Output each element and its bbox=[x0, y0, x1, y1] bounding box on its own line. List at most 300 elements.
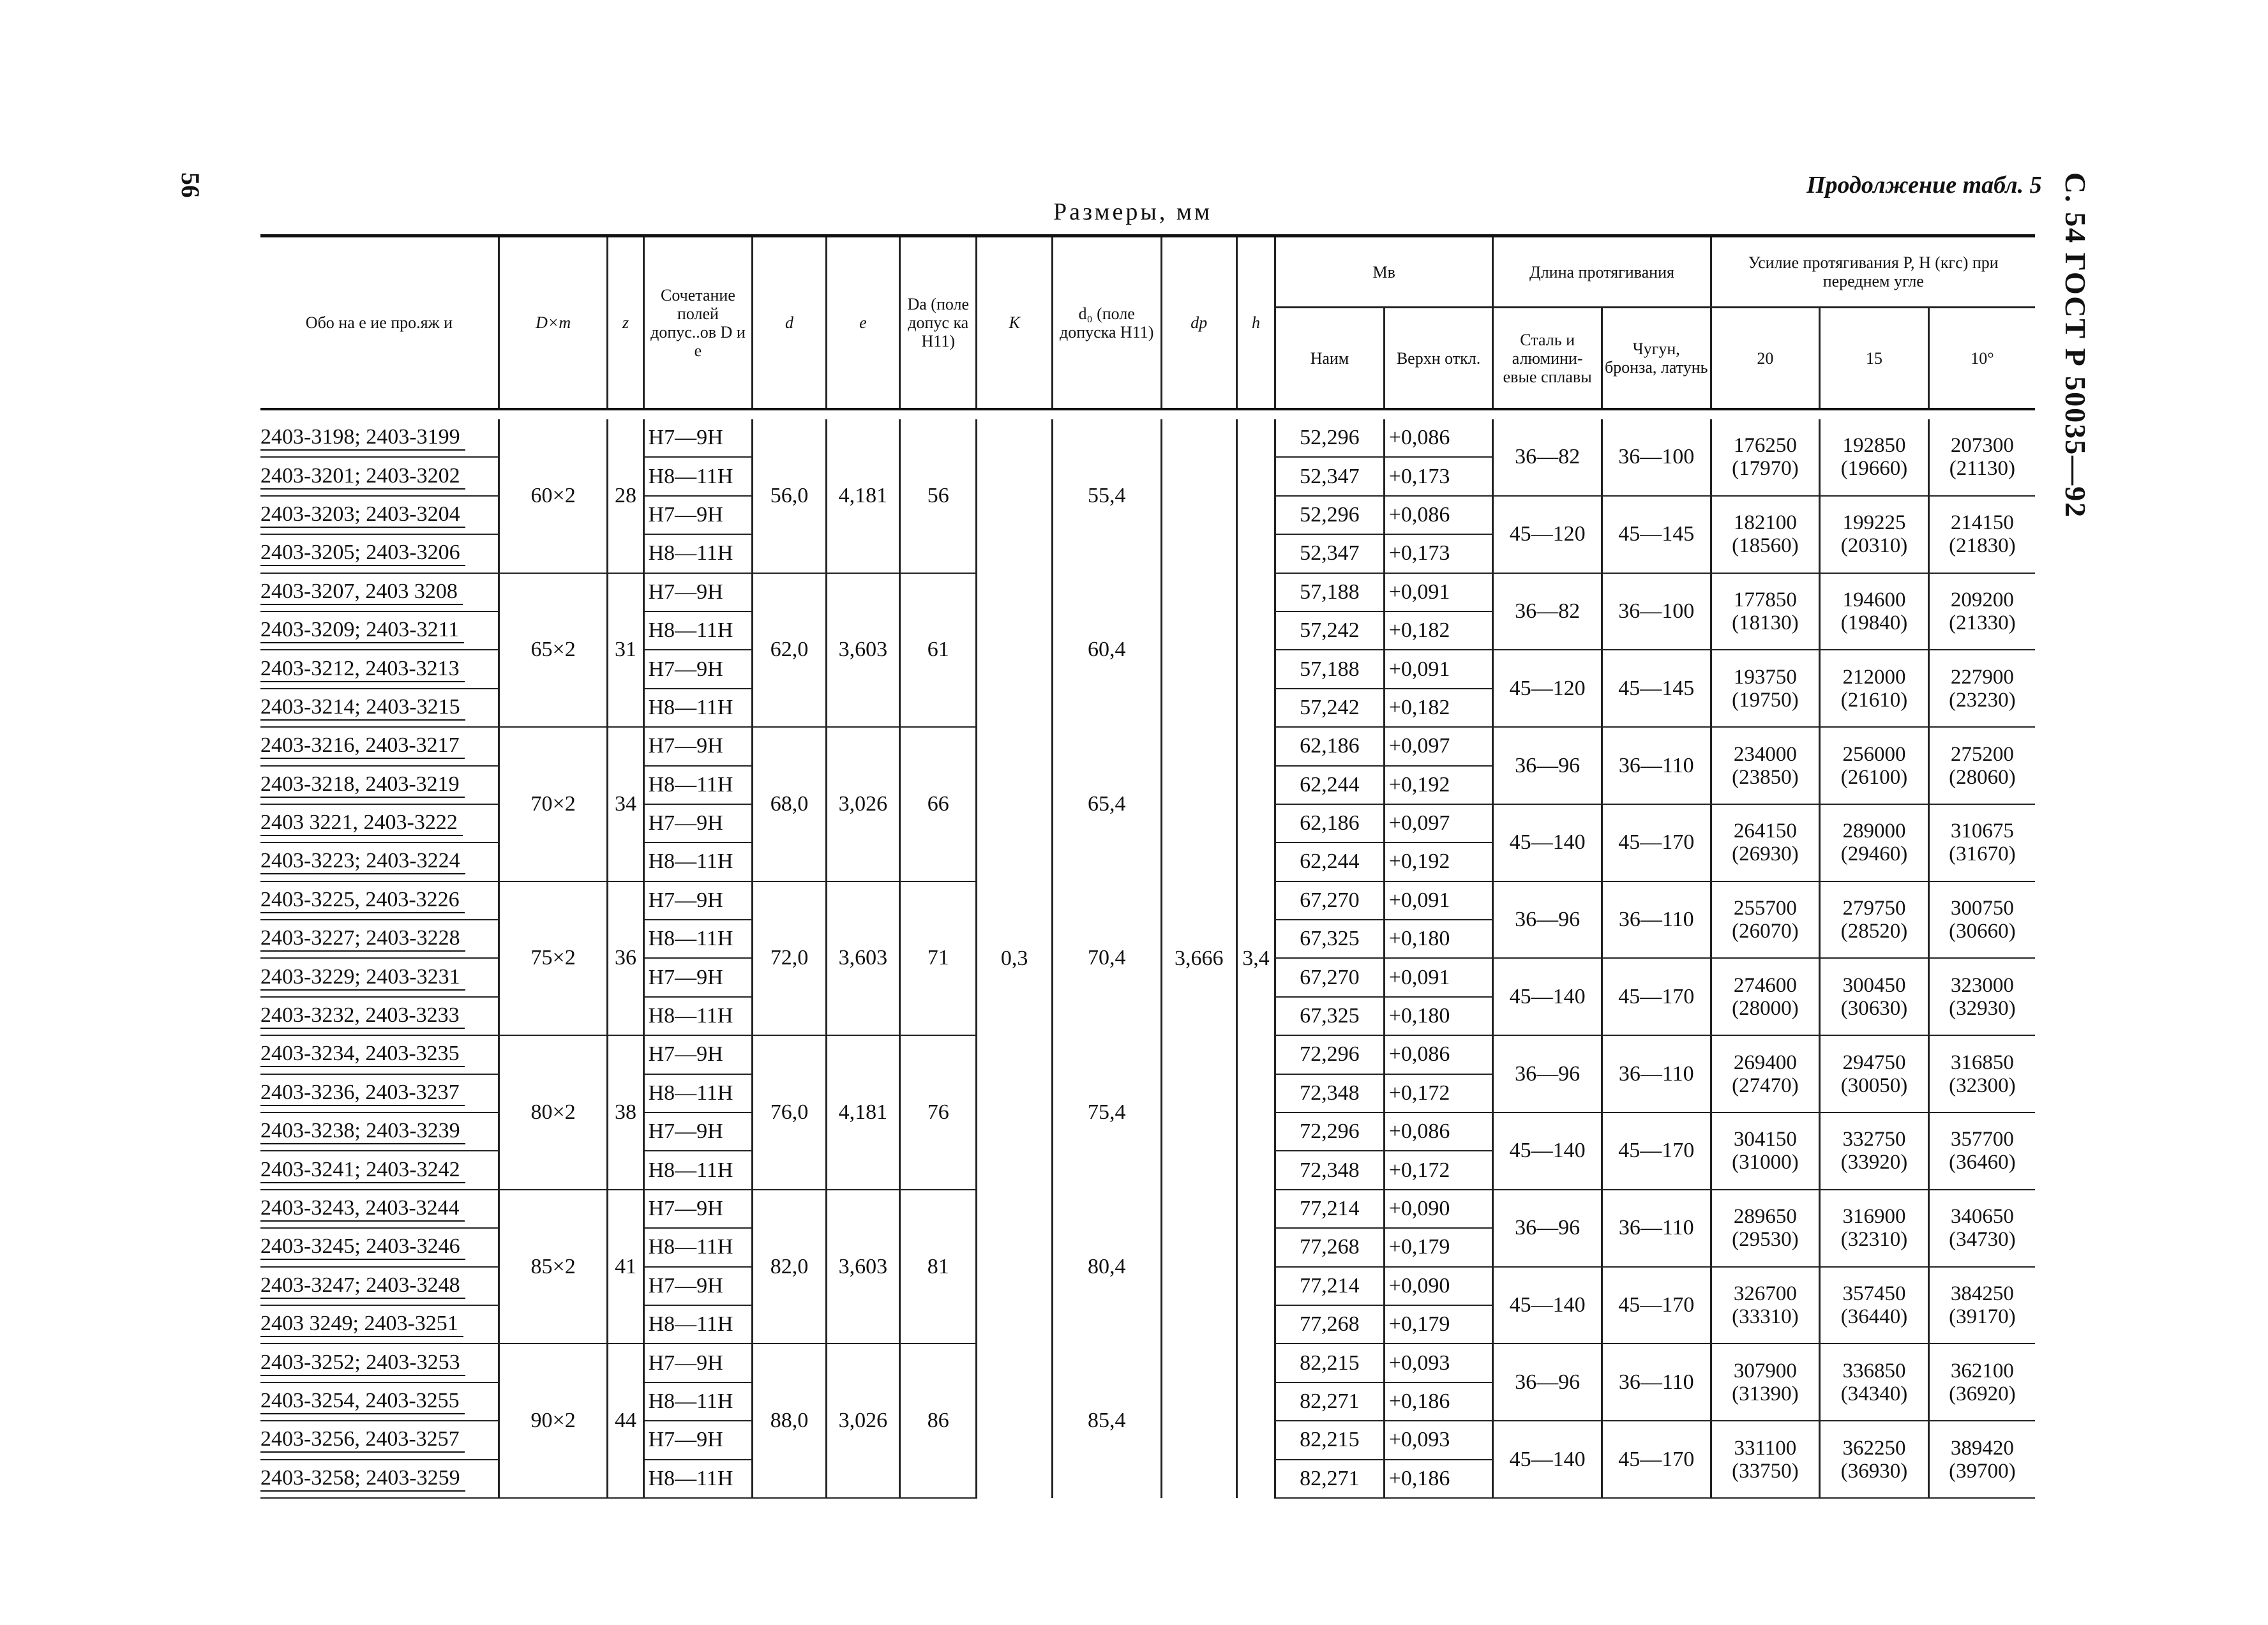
mb-nominal-cell: 77,268 bbox=[1275, 1305, 1385, 1344]
force-f15-kgf: (26100) bbox=[1840, 765, 1908, 789]
designation-cell bbox=[260, 1460, 499, 1498]
e-cell: 4,181 bbox=[826, 419, 899, 573]
force-f15-newton: 316900 bbox=[1842, 1205, 1906, 1229]
force-f20-cell bbox=[1711, 727, 1820, 804]
designation-cell bbox=[260, 1228, 499, 1266]
page-number: 56 bbox=[176, 172, 205, 198]
length-steel-cell: 45—120 bbox=[1493, 496, 1602, 573]
mb-upper-cell: +0,179 bbox=[1384, 1305, 1493, 1344]
force-f15-kgf: (20310) bbox=[1840, 534, 1908, 558]
force-f20-kgf: (23850) bbox=[1732, 765, 1799, 789]
d0-cell: 55,4 bbox=[1052, 419, 1161, 573]
combination-cell: H8—11H bbox=[643, 457, 753, 495]
mb-nominal-cell: 57,242 bbox=[1275, 689, 1385, 727]
length-iron-cell: 36—100 bbox=[1602, 573, 1711, 650]
length-steel-cell: 36—82 bbox=[1493, 419, 1602, 496]
force-f15-cell bbox=[1820, 881, 1929, 959]
mb-upper-cell: +0,172 bbox=[1384, 1151, 1493, 1189]
designation-text: 2403-3225, 2403-3226 bbox=[260, 888, 465, 913]
designation-cell bbox=[260, 920, 499, 958]
da-cell: 66 bbox=[900, 727, 977, 881]
force-f20-newton: 274600 bbox=[1733, 973, 1797, 997]
force-f15-cell bbox=[1820, 496, 1929, 573]
force-f20-kgf: (31390) bbox=[1732, 1382, 1799, 1405]
length-iron-cell: 45—170 bbox=[1602, 958, 1711, 1035]
force-f10-cell bbox=[1928, 1267, 2035, 1344]
combination-cell: H8—11H bbox=[643, 689, 753, 727]
d0-cell: 70,4 bbox=[1052, 881, 1161, 1036]
designation-cell bbox=[260, 842, 499, 881]
header-length-iron: Чугун, бронза, латунь bbox=[1602, 308, 1711, 410]
length-steel-cell: 36—96 bbox=[1493, 727, 1602, 804]
combination-cell: H7—9H bbox=[643, 881, 753, 920]
force-f10-newton: 389420 bbox=[1950, 1436, 2014, 1460]
length-iron-cell: 45—170 bbox=[1602, 1421, 1711, 1498]
force-f10-newton: 275200 bbox=[1950, 742, 2014, 766]
force-f20-kgf: (18130) bbox=[1732, 611, 1799, 634]
designation-text: 2403-3256, 2403-3257 bbox=[260, 1427, 465, 1453]
header-da: Da (поле допус ка H11) bbox=[900, 236, 977, 410]
force-f10-cell bbox=[1928, 881, 2035, 959]
mb-upper-cell: +0,086 bbox=[1384, 496, 1493, 534]
force-f10-kgf: (21830) bbox=[1949, 534, 2016, 558]
force-f20-cell bbox=[1711, 958, 1820, 1035]
force-f10-newton: 207300 bbox=[1950, 434, 2014, 458]
designation-cell bbox=[260, 496, 499, 534]
e-cell: 3,026 bbox=[826, 1344, 899, 1498]
length-iron-cell: 36—100 bbox=[1602, 419, 1711, 496]
combination-cell: H7—9H bbox=[643, 958, 753, 996]
force-f10-cell bbox=[1928, 1421, 2035, 1498]
mb-nominal-cell: 67,325 bbox=[1275, 997, 1385, 1035]
table-row bbox=[260, 419, 2035, 457]
length-iron-cell: 45—170 bbox=[1602, 1267, 1711, 1344]
designation-text: 2403-3234, 2403-3235 bbox=[260, 1042, 465, 1067]
force-f15-newton: 194600 bbox=[1842, 588, 1906, 611]
combination-cell: H8—11H bbox=[643, 534, 753, 573]
force-f20-kgf: (33750) bbox=[1732, 1459, 1799, 1483]
mb-nominal-cell: 62,244 bbox=[1275, 842, 1385, 881]
force-f15-kgf: (30050) bbox=[1840, 1074, 1908, 1097]
mb-nominal-cell: 57,188 bbox=[1275, 650, 1385, 688]
force-f10-cell bbox=[1928, 804, 2035, 881]
mb-nominal-cell: 72,348 bbox=[1275, 1151, 1385, 1189]
da-cell: 81 bbox=[900, 1190, 977, 1344]
force-f10-cell bbox=[1928, 419, 2035, 496]
mb-upper-cell: +0,182 bbox=[1384, 611, 1493, 650]
designation-text: 2403-3203; 2403-3204 bbox=[260, 502, 465, 528]
designation-text: 2403-3207, 2403 3208 bbox=[260, 580, 463, 605]
force-f20-newton: 182100 bbox=[1733, 511, 1797, 535]
length-iron-cell: 45—145 bbox=[1602, 496, 1711, 573]
force-f10-kgf: (39170) bbox=[1949, 1305, 2016, 1328]
force-f15-newton: 212000 bbox=[1842, 665, 1906, 689]
header-d: d bbox=[753, 236, 826, 410]
force-f10-cell bbox=[1928, 958, 2035, 1035]
force-f15-kgf: (36440) bbox=[1840, 1305, 1908, 1328]
combination-cell: H7—9H bbox=[643, 1267, 753, 1305]
e-cell: 3,603 bbox=[826, 881, 899, 1036]
d-cell: 82,0 bbox=[753, 1190, 826, 1344]
d-cell: 76,0 bbox=[753, 1035, 826, 1190]
combination-cell: H7—9H bbox=[643, 1112, 753, 1151]
mb-nominal-cell: 77,214 bbox=[1275, 1267, 1385, 1305]
force-f15-cell bbox=[1820, 650, 1929, 727]
force-f10-kgf: (34730) bbox=[1949, 1228, 2016, 1252]
mb-upper-cell: +0,180 bbox=[1384, 920, 1493, 958]
d0-cell: 80,4 bbox=[1052, 1190, 1161, 1344]
combination-cell: H8—11H bbox=[643, 842, 753, 881]
combination-cell: H7—9H bbox=[643, 573, 753, 611]
force-f15-cell bbox=[1820, 1421, 1929, 1498]
mb-upper-cell: +0,186 bbox=[1384, 1460, 1493, 1498]
designation-text: 2403-3229; 2403-3231 bbox=[260, 965, 465, 991]
d-cell: 62,0 bbox=[753, 573, 826, 728]
dxm-cell: 75×2 bbox=[499, 881, 608, 1036]
force-f10-cell bbox=[1928, 727, 2035, 804]
combination-cell: H8—11H bbox=[643, 766, 753, 804]
designation-cell bbox=[260, 1035, 499, 1074]
mb-nominal-cell: 62,244 bbox=[1275, 766, 1385, 804]
force-f15-kgf: (36930) bbox=[1840, 1459, 1908, 1483]
mb-upper-cell: +0,173 bbox=[1384, 457, 1493, 495]
d0-cell: 85,4 bbox=[1052, 1344, 1161, 1498]
designation-text: 2403-3227; 2403-3228 bbox=[260, 926, 465, 952]
mb-nominal-cell: 52,296 bbox=[1275, 496, 1385, 534]
header-length-steel: Сталь и алюмини-евые сплавы bbox=[1493, 308, 1602, 410]
force-f20-newton: 307900 bbox=[1733, 1359, 1797, 1382]
force-f20-kgf: (33310) bbox=[1732, 1305, 1799, 1328]
combination-cell: H7—9H bbox=[643, 1344, 753, 1382]
combination-cell: H7—9H bbox=[643, 804, 753, 842]
force-f15-newton: 289000 bbox=[1842, 820, 1906, 843]
force-f20-newton: 331100 bbox=[1734, 1436, 1797, 1460]
mb-nominal-cell: 52,347 bbox=[1275, 534, 1385, 573]
designation-cell bbox=[260, 650, 499, 688]
force-f10-cell bbox=[1928, 1344, 2035, 1421]
mb-nominal-cell: 52,347 bbox=[1275, 457, 1385, 495]
force-f20-newton: 193750 bbox=[1733, 665, 1797, 689]
length-iron-cell: 45—170 bbox=[1602, 804, 1711, 881]
force-f10-kgf: (28060) bbox=[1949, 765, 2016, 789]
force-f10-newton: 384250 bbox=[1950, 1282, 2014, 1305]
mb-upper-cell: +0,091 bbox=[1384, 573, 1493, 611]
force-f20-kgf: (28000) bbox=[1732, 996, 1799, 1020]
force-f10-cell bbox=[1928, 650, 2035, 727]
mb-upper-cell: +0,097 bbox=[1384, 804, 1493, 842]
force-f15-kgf: (34340) bbox=[1840, 1382, 1908, 1405]
header-force: Усилие протягивания P, Н (кгс) при переднем угле bbox=[1711, 236, 2035, 308]
force-f10-kgf: (21130) bbox=[1949, 457, 2016, 481]
z-cell: 38 bbox=[608, 1035, 643, 1190]
force-f20-newton: 177850 bbox=[1733, 588, 1797, 611]
force-f20-newton: 326700 bbox=[1733, 1282, 1797, 1305]
header-angle-15: 15 bbox=[1820, 308, 1929, 410]
length-iron-cell: 36—110 bbox=[1602, 881, 1711, 959]
designation-cell bbox=[260, 1305, 499, 1344]
designation-cell bbox=[260, 997, 499, 1035]
mb-nominal-cell: 77,268 bbox=[1275, 1228, 1385, 1266]
mb-nominal-cell: 67,325 bbox=[1275, 920, 1385, 958]
combination-cell: H8—11H bbox=[643, 1151, 753, 1189]
header-e: e bbox=[826, 236, 899, 410]
d-cell: 88,0 bbox=[753, 1344, 826, 1498]
force-f15-kgf: (29460) bbox=[1840, 842, 1908, 866]
table-row bbox=[260, 573, 2035, 611]
z-cell: 28 bbox=[608, 419, 643, 573]
length-steel-cell: 36—96 bbox=[1493, 1190, 1602, 1267]
force-f15-newton: 357450 bbox=[1842, 1282, 1906, 1305]
force-f15-cell bbox=[1820, 958, 1929, 1035]
designation-text: 2403 3249; 2403-3251 bbox=[260, 1312, 463, 1337]
force-f20-cell bbox=[1711, 881, 1820, 959]
force-f10-kgf: (31670) bbox=[1949, 842, 2016, 866]
designation-cell bbox=[260, 1267, 499, 1305]
designation-text: 2403 3221, 2403-3222 bbox=[260, 811, 463, 836]
z-cell: 34 bbox=[608, 727, 643, 881]
combination-cell: H8—11H bbox=[643, 1305, 753, 1344]
designation-cell bbox=[260, 534, 499, 573]
designation-cell bbox=[260, 766, 499, 804]
mb-upper-cell: +0,093 bbox=[1384, 1421, 1493, 1459]
force-f20-cell bbox=[1711, 419, 1820, 496]
designation-cell bbox=[260, 573, 499, 611]
force-f20-kgf: (18560) bbox=[1732, 534, 1799, 558]
force-f10-kgf: (21330) bbox=[1949, 611, 2016, 634]
combination-cell: H7—9H bbox=[643, 419, 753, 457]
header-mb-nominal: Наим bbox=[1275, 308, 1385, 410]
force-f20-kgf: (17970) bbox=[1732, 457, 1799, 481]
force-f15-newton: 294750 bbox=[1842, 1051, 1906, 1074]
force-f15-kgf: (32310) bbox=[1840, 1228, 1908, 1252]
header-z: z bbox=[608, 236, 643, 410]
designation-cell bbox=[260, 1151, 499, 1189]
header-h: h bbox=[1236, 236, 1275, 410]
dxm-cell: 90×2 bbox=[499, 1344, 608, 1498]
force-f20-newton: 269400 bbox=[1733, 1051, 1797, 1074]
table-row bbox=[260, 1344, 2035, 1382]
force-f10-newton: 357700 bbox=[1950, 1128, 2014, 1151]
mb-nominal-cell: 52,296 bbox=[1275, 419, 1385, 457]
d0-cell: 60,4 bbox=[1052, 573, 1161, 728]
force-f15-cell bbox=[1820, 1190, 1929, 1267]
force-f15-newton: 279750 bbox=[1842, 897, 1906, 920]
force-f20-newton: 289650 bbox=[1733, 1205, 1797, 1229]
da-cell: 61 bbox=[900, 573, 977, 728]
length-steel-cell: 36—82 bbox=[1493, 573, 1602, 650]
force-f10-newton: 209200 bbox=[1950, 588, 2014, 611]
combination-cell: H7—9H bbox=[643, 727, 753, 765]
dxm-cell: 65×2 bbox=[499, 573, 608, 728]
mb-nominal-cell: 77,214 bbox=[1275, 1190, 1385, 1228]
mb-upper-cell: +0,097 bbox=[1384, 727, 1493, 765]
dxm-cell: 60×2 bbox=[499, 419, 608, 573]
force-f10-newton: 340650 bbox=[1950, 1205, 2014, 1229]
force-f15-kgf: (19660) bbox=[1840, 457, 1908, 481]
table-row bbox=[260, 1035, 2035, 1074]
designation-text: 2403-3245; 2403-3246 bbox=[260, 1234, 465, 1260]
force-f10-newton: 300750 bbox=[1950, 897, 2014, 920]
designation-text: 2403-3232, 2403-3233 bbox=[260, 1003, 465, 1029]
da-cell: 56 bbox=[900, 419, 977, 573]
force-f15-cell bbox=[1820, 419, 1929, 496]
force-f20-kgf: (29530) bbox=[1732, 1228, 1799, 1252]
mb-nominal-cell: 82,271 bbox=[1275, 1460, 1385, 1498]
length-iron-cell: 45—170 bbox=[1602, 1112, 1711, 1190]
designation-text: 2403-3247; 2403-3248 bbox=[260, 1273, 465, 1299]
header-mb-upper: Верхн откл. bbox=[1384, 308, 1493, 410]
document-side-title: С. 54 ГОСТ Р 50035—92 bbox=[2059, 172, 2092, 519]
header-mb: Mв bbox=[1275, 236, 1493, 308]
force-f15-cell bbox=[1820, 804, 1929, 881]
mb-nominal-cell: 82,215 bbox=[1275, 1421, 1385, 1459]
designation-cell bbox=[260, 419, 499, 457]
force-f10-cell bbox=[1928, 496, 2035, 573]
designation-cell bbox=[260, 1074, 499, 1112]
table-continuation-label: Продолжение табл. 5 bbox=[1806, 172, 2042, 198]
combination-cell: H7—9H bbox=[643, 1035, 753, 1074]
designation-text: 2403-3243, 2403-3244 bbox=[260, 1196, 465, 1222]
mb-upper-cell: +0,091 bbox=[1384, 881, 1493, 920]
k-cell: 0,3 bbox=[977, 419, 1052, 1498]
combination-cell: H8—11H bbox=[643, 611, 753, 650]
designation-cell bbox=[260, 1344, 499, 1382]
force-f15-kgf: (19840) bbox=[1840, 611, 1908, 634]
force-f10-cell bbox=[1928, 1035, 2035, 1112]
dxm-cell: 80×2 bbox=[499, 1035, 608, 1190]
force-f15-cell bbox=[1820, 1112, 1929, 1190]
force-f15-kgf: (28520) bbox=[1840, 920, 1908, 943]
mb-upper-cell: +0,172 bbox=[1384, 1074, 1493, 1112]
force-f20-kgf: (26070) bbox=[1732, 920, 1799, 943]
header-angle-10: 10° bbox=[1928, 308, 2035, 410]
force-f10-kgf: (39700) bbox=[1949, 1459, 2016, 1483]
mb-upper-cell: +0,091 bbox=[1384, 650, 1493, 688]
designation-text: 2403-3216, 2403-3217 bbox=[260, 733, 465, 759]
table-body bbox=[260, 419, 2035, 1498]
da-cell: 76 bbox=[900, 1035, 977, 1190]
table-row bbox=[260, 727, 2035, 765]
force-f15-cell bbox=[1820, 1035, 1929, 1112]
combination-cell: H7—9H bbox=[643, 1421, 753, 1459]
designation-cell bbox=[260, 1112, 499, 1151]
designation-text: 2403-3218, 2403-3219 bbox=[260, 772, 465, 798]
mb-upper-cell: +0,086 bbox=[1384, 1112, 1493, 1151]
length-steel-cell: 45—140 bbox=[1493, 1421, 1602, 1498]
force-f20-cell bbox=[1711, 1112, 1820, 1190]
length-steel-cell: 45—140 bbox=[1493, 958, 1602, 1035]
header-designation: Обо на е ие про.яж и bbox=[260, 236, 499, 410]
force-f20-cell bbox=[1711, 1344, 1820, 1421]
designation-text: 2403-3212, 2403-3213 bbox=[260, 657, 465, 682]
force-f20-cell bbox=[1711, 1421, 1820, 1498]
force-f20-cell bbox=[1711, 573, 1820, 650]
mb-upper-cell: +0,090 bbox=[1384, 1267, 1493, 1305]
length-steel-cell: 36—96 bbox=[1493, 1035, 1602, 1112]
mb-upper-cell: +0,182 bbox=[1384, 689, 1493, 727]
force-f20-newton: 255700 bbox=[1733, 897, 1797, 920]
length-iron-cell: 36—110 bbox=[1602, 1035, 1711, 1112]
force-f10-newton: 227900 bbox=[1950, 665, 2014, 689]
force-f10-kgf: (30660) bbox=[1949, 920, 2016, 943]
header-dxm: D×m bbox=[499, 236, 608, 410]
force-f15-cell bbox=[1820, 727, 1929, 804]
length-steel-cell: 45—140 bbox=[1493, 1267, 1602, 1344]
designation-cell bbox=[260, 727, 499, 765]
length-iron-cell: 45—145 bbox=[1602, 650, 1711, 727]
d-cell: 56,0 bbox=[753, 419, 826, 573]
table-row bbox=[260, 881, 2035, 920]
designation-cell bbox=[260, 881, 499, 920]
designation-text: 2403-3238; 2403-3239 bbox=[260, 1119, 465, 1144]
force-f10-newton: 323000 bbox=[1950, 973, 2014, 997]
designation-cell bbox=[260, 1421, 499, 1459]
force-f20-cell bbox=[1711, 1035, 1820, 1112]
d-cell: 68,0 bbox=[753, 727, 826, 881]
mb-upper-cell: +0,179 bbox=[1384, 1228, 1493, 1266]
mb-nominal-cell: 57,242 bbox=[1275, 611, 1385, 650]
dxm-cell: 85×2 bbox=[499, 1190, 608, 1344]
designation-text: 2403-3254, 2403-3255 bbox=[260, 1389, 465, 1414]
mb-upper-cell: +0,090 bbox=[1384, 1190, 1493, 1228]
force-f20-kgf: (27470) bbox=[1732, 1074, 1799, 1097]
designation-text: 2403-3209; 2403-3211 bbox=[260, 618, 464, 643]
designation-cell bbox=[260, 804, 499, 842]
force-f15-kgf: (21610) bbox=[1840, 688, 1908, 712]
broach-dimensions-table bbox=[260, 234, 2035, 1499]
force-f15-kgf: (30630) bbox=[1840, 996, 1908, 1020]
force-f10-cell bbox=[1928, 573, 2035, 650]
dxm-cell: 70×2 bbox=[499, 727, 608, 881]
length-steel-cell: 36—96 bbox=[1493, 881, 1602, 959]
force-f15-cell bbox=[1820, 573, 1929, 650]
force-f10-cell bbox=[1928, 1112, 2035, 1190]
force-f15-newton: 199225 bbox=[1842, 511, 1906, 535]
mb-nominal-cell: 62,186 bbox=[1275, 804, 1385, 842]
mb-nominal-cell: 82,271 bbox=[1275, 1382, 1385, 1421]
mb-upper-cell: +0,091 bbox=[1384, 958, 1493, 996]
combination-cell: H8—11H bbox=[643, 920, 753, 958]
designation-cell bbox=[260, 1382, 499, 1421]
length-iron-cell: 36—110 bbox=[1602, 1190, 1711, 1267]
force-f20-newton: 264150 bbox=[1733, 820, 1797, 843]
mb-nominal-cell: 67,270 bbox=[1275, 881, 1385, 920]
force-f20-cell bbox=[1711, 496, 1820, 573]
mb-nominal-cell: 72,296 bbox=[1275, 1035, 1385, 1074]
header-angle-20: 20 bbox=[1711, 308, 1820, 410]
mb-upper-cell: +0,093 bbox=[1384, 1344, 1493, 1382]
e-cell: 3,026 bbox=[826, 727, 899, 881]
length-iron-cell: 36—110 bbox=[1602, 1344, 1711, 1421]
z-cell: 44 bbox=[608, 1344, 643, 1498]
header-combination: Сочетание полей допус..ов D и e bbox=[643, 236, 753, 410]
z-cell: 41 bbox=[608, 1190, 643, 1344]
header-d0: d₀ (поле допуска H11) bbox=[1052, 236, 1161, 410]
force-f10-kgf: (36920) bbox=[1949, 1382, 2016, 1405]
mb-upper-cell: +0,086 bbox=[1384, 1035, 1493, 1074]
z-cell: 31 bbox=[608, 573, 643, 728]
da-cell: 71 bbox=[900, 881, 977, 1036]
force-f10-kgf: (32300) bbox=[1949, 1074, 2016, 1097]
force-f20-kgf: (26930) bbox=[1732, 842, 1799, 866]
designation-text: 2403-3241; 2403-3242 bbox=[260, 1158, 465, 1183]
force-f10-newton: 316850 bbox=[1950, 1051, 2014, 1074]
combination-cell: H7—9H bbox=[643, 650, 753, 688]
mb-nominal-cell: 67,270 bbox=[1275, 958, 1385, 996]
designation-text: 2403-3205; 2403-3206 bbox=[260, 541, 465, 566]
header-length: Длина протягивания bbox=[1493, 236, 1711, 308]
force-f20-newton: 304150 bbox=[1733, 1128, 1797, 1151]
